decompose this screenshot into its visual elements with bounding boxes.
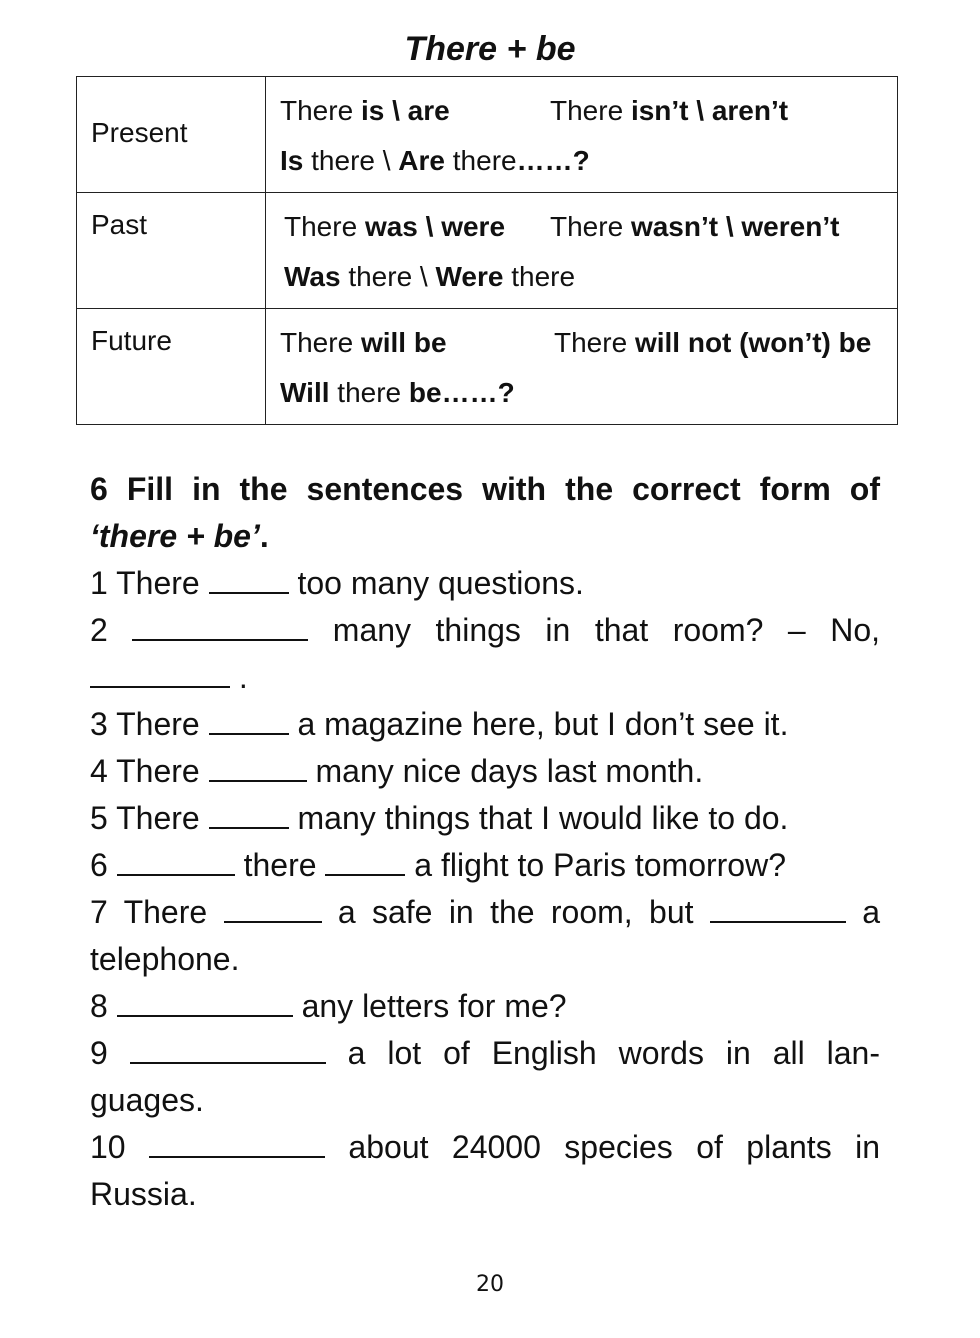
answer-blank[interactable] xyxy=(132,609,308,641)
answer-blank[interactable] xyxy=(117,985,293,1017)
forms-past xyxy=(266,193,898,309)
tense-label-present: Present xyxy=(77,77,266,193)
table-row-present xyxy=(77,77,898,193)
past-question: Was there \ Were there xyxy=(284,261,576,292)
future-question: Will there be……? xyxy=(280,377,515,408)
tense-label-future: Future xyxy=(77,309,266,425)
forms-present xyxy=(266,77,898,193)
exercise-item-6: 6 there a flight to Paris tomorrow? xyxy=(90,842,880,889)
answer-blank[interactable] xyxy=(209,562,289,594)
answer-blank[interactable] xyxy=(710,891,846,923)
answer-blank[interactable] xyxy=(209,797,289,829)
exercise-title: 6 Fill in the sentences with the correct form of xyxy=(90,471,880,507)
present-affirmative: There is \ are xyxy=(280,95,450,126)
exercise-item-1: 1 There too many questions. xyxy=(90,560,880,607)
answer-blank[interactable] xyxy=(209,750,307,782)
answer-blank[interactable] xyxy=(209,703,289,735)
exercise-item-9: 9 a lot of English words in all lan- xyxy=(90,1030,880,1077)
exercise-item-3: 3 There a magazine here, but I don’t see it. xyxy=(90,701,880,748)
table-row-past xyxy=(77,193,898,309)
page-number: 20 xyxy=(476,1272,504,1297)
exercise-item-7-cont: telephone. xyxy=(90,941,240,977)
present-negative: There isn’t \ aren’t xyxy=(550,95,789,126)
exercise-item-7: 7 There a safe in the room, but a xyxy=(90,889,880,936)
page-title: There + be xyxy=(404,30,576,68)
answer-blank[interactable] xyxy=(117,844,235,876)
future-negative: There will not (won’t) be xyxy=(554,327,872,358)
future-affirmative: There will be xyxy=(280,327,447,358)
answer-blank[interactable] xyxy=(325,844,405,876)
tense-label-past: Past xyxy=(77,193,266,309)
answer-blank[interactable] xyxy=(224,891,322,923)
exercise-item-9-cont: guages. xyxy=(90,1082,204,1118)
present-question: Is there \ Are there……? xyxy=(280,145,590,176)
exercise-item-8: 8 any letters for me? xyxy=(90,983,880,1030)
answer-blank[interactable] xyxy=(149,1126,325,1158)
exercise-item-2-cont: . xyxy=(90,654,880,701)
table-row-future xyxy=(77,309,898,425)
past-affirmative: There was \ were xyxy=(284,211,506,242)
exercise-item-10: 10 about 24000 species of plants in xyxy=(90,1124,880,1171)
answer-blank[interactable] xyxy=(90,656,230,688)
forms-future xyxy=(266,309,898,425)
answer-blank[interactable] xyxy=(130,1032,326,1064)
grammar-table xyxy=(76,76,898,425)
exercise-item-5: 5 There many things that I would like to do. xyxy=(90,795,880,842)
exercise-item-2: 2 many things in that room? – No, xyxy=(90,607,880,654)
exercise-6 xyxy=(90,466,880,1218)
past-negative: There wasn’t \ weren’t xyxy=(550,211,840,242)
exercise-item-10-cont: Russia. xyxy=(90,1176,197,1212)
exercise-title-line2: ‘there + be’. xyxy=(90,518,269,554)
exercise-item-4: 4 There many nice days last month. xyxy=(90,748,880,795)
